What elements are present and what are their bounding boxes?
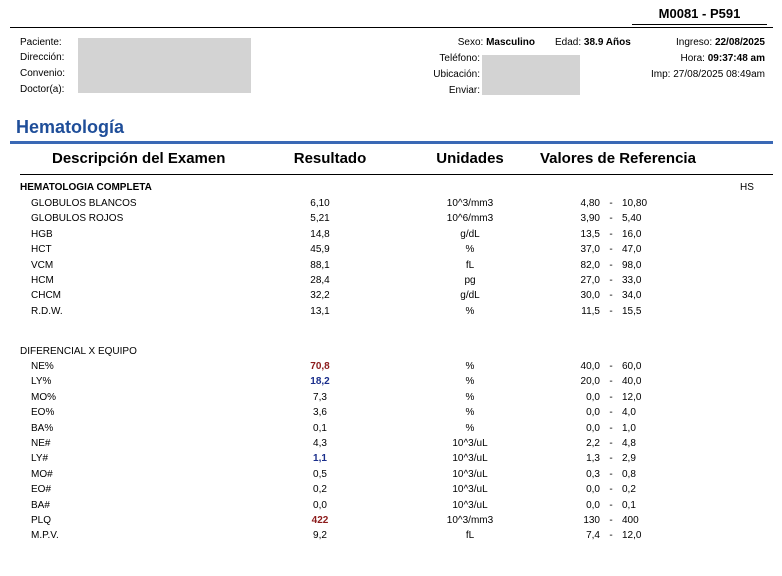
ref-separator: -	[609, 468, 613, 480]
hora-field	[640, 52, 765, 65]
ref-high: 4,0	[622, 407, 636, 419]
ref-high: 1,0	[622, 422, 636, 434]
ref-high: 0,2	[622, 484, 636, 496]
test-unit: g/dL	[460, 228, 480, 240]
test-result: 13,1	[310, 305, 330, 317]
ref-high: 60,0	[622, 361, 642, 372]
test-result: 3,6	[313, 407, 327, 419]
ref-low: 82,0	[580, 259, 600, 271]
ref-separator: -	[609, 290, 613, 302]
result-row	[0, 259, 782, 273]
test-unit: 10^3/uL	[452, 453, 488, 465]
test-unit: 10^3/uL	[452, 468, 488, 480]
test-unit: 10^3/uL	[452, 499, 488, 511]
ref-low: 130	[583, 515, 600, 526]
test-unit: 10^3/uL	[452, 438, 488, 449]
test-name: GLOBULOS ROJOS	[31, 213, 124, 225]
ref-low: 0,0	[586, 499, 600, 511]
test-name: MO%	[31, 391, 56, 403]
ref-low: 13,5	[580, 228, 600, 240]
column-referencia: Valores de Referencia	[540, 150, 696, 167]
result-row	[0, 274, 782, 288]
test-name: R.D.W.	[31, 305, 63, 317]
ref-low: 2,2	[586, 438, 600, 449]
redacted-patient-info	[78, 38, 251, 93]
ref-high: 400	[622, 515, 639, 526]
test-name: M.P.V.	[31, 530, 59, 542]
ref-high: 2,9	[622, 453, 636, 465]
ref-low: 4,80	[580, 198, 600, 209]
result-row	[0, 529, 782, 543]
result-row	[0, 468, 782, 482]
ref-high: 98,0	[622, 259, 642, 271]
test-result: 0,1	[313, 422, 327, 434]
sexo-field	[430, 36, 535, 49]
test-result: 28,4	[310, 275, 330, 286]
test-name: HGB	[31, 228, 53, 240]
ref-high: 5,40	[622, 213, 642, 225]
test-name: CHCM	[31, 290, 61, 302]
test-result: 5,21	[310, 213, 330, 225]
ref-separator: -	[609, 275, 613, 286]
ref-low: 11,5	[581, 305, 600, 317]
ubicacion-label: Ubicación:	[433, 69, 480, 80]
test-result: 32,2	[310, 290, 330, 302]
test-result: 0,0	[313, 499, 327, 511]
test-unit: g/dL	[460, 290, 480, 302]
ref-separator: -	[609, 530, 613, 542]
test-name: MO#	[31, 468, 53, 480]
result-row	[0, 197, 782, 211]
test-name: LY#	[31, 453, 49, 465]
test-name: GLOBULOS BLANCOS	[31, 198, 137, 209]
ref-separator: -	[609, 438, 613, 449]
result-row	[0, 228, 782, 242]
ref-high: 16,0	[622, 228, 642, 240]
test-result: 0,5	[313, 468, 327, 480]
column-unidades: Unidades	[436, 150, 504, 167]
result-row	[0, 483, 782, 497]
test-name: EO#	[31, 484, 52, 496]
ref-low: 1,3	[586, 453, 600, 465]
paciente-label: Paciente:	[20, 37, 62, 48]
result-row	[0, 243, 782, 257]
test-result: 88,1	[310, 259, 330, 271]
test-unit: 10^6/mm3	[446, 213, 494, 225]
result-row	[0, 305, 782, 319]
test-unit: %	[465, 407, 475, 419]
edad-field	[555, 36, 631, 49]
sexo-value: Masculino	[486, 37, 535, 48]
test-result: 9,2	[313, 530, 327, 542]
ingreso-value: 22/08/2025	[714, 37, 765, 48]
convenio-label: Convenio:	[20, 68, 66, 79]
test-result: 45,9	[310, 244, 330, 256]
test-unit: %	[465, 391, 475, 403]
ref-separator: -	[609, 361, 613, 372]
ref-separator: -	[609, 376, 613, 388]
ref-high: 0,1	[622, 499, 636, 511]
result-row	[0, 289, 782, 303]
result-row	[0, 514, 782, 528]
test-result: 18,2	[310, 376, 330, 388]
test-unit: 10^3/mm3	[446, 515, 494, 526]
test-unit: %	[465, 305, 475, 317]
ref-high: 12,0	[622, 530, 642, 542]
test-name: BA%	[31, 422, 54, 434]
test-result: 0,2	[313, 484, 327, 496]
test-unit: %	[465, 422, 475, 434]
test-unit: 10^3/mm3	[446, 198, 494, 209]
ref-high: 10,80	[622, 198, 648, 209]
result-row	[0, 422, 782, 436]
ref-separator: -	[609, 391, 613, 403]
ref-high: 12,0	[622, 391, 642, 403]
ref-separator: -	[609, 453, 613, 465]
test-result: 14,8	[310, 228, 330, 240]
ref-high: 40,0	[622, 376, 642, 388]
ref-high: 0,8	[622, 468, 636, 480]
result-row	[0, 499, 782, 513]
ref-separator: -	[609, 228, 613, 240]
ref-low: 0,0	[586, 407, 600, 419]
group-hematologia-completa: HEMATOLOGIA COMPLETA	[20, 182, 152, 193]
section-divider	[10, 141, 773, 144]
test-unit: %	[465, 244, 475, 256]
test-unit: fL	[465, 530, 475, 542]
ingreso-field	[640, 36, 765, 49]
hora-value: 09:37:48 am	[707, 53, 765, 64]
hora-label: Hora:	[680, 53, 705, 64]
enviar-label: Enviar:	[448, 85, 480, 96]
ref-separator: -	[609, 407, 613, 419]
ref-separator: -	[609, 198, 613, 209]
ref-separator: -	[609, 305, 613, 317]
result-row	[0, 212, 782, 226]
test-name: EO%	[31, 407, 55, 419]
ref-high: 4,8	[622, 438, 636, 449]
column-descripcion: Descripción del Examen	[52, 150, 226, 167]
ref-separator: -	[609, 244, 613, 256]
test-unit: %	[465, 361, 475, 372]
ref-low: 0,0	[586, 422, 600, 434]
ref-low: 27,0	[580, 275, 600, 286]
test-name: LY%	[31, 376, 52, 388]
test-result: 6,10	[310, 198, 330, 209]
group-tag: HS	[740, 182, 754, 193]
result-row	[0, 406, 782, 420]
test-unit: fL	[465, 259, 475, 271]
test-result: 7,3	[313, 391, 327, 403]
ref-separator: -	[609, 515, 613, 526]
imp-text: Imp: 27/08/2025 08:49am	[651, 69, 765, 80]
telefono-label: Teléfono:	[439, 53, 480, 64]
order-code: M0081 - P591	[632, 6, 767, 25]
test-name: NE%	[31, 361, 54, 372]
ref-low: 30,0	[580, 290, 600, 302]
test-result: 1,1	[313, 453, 327, 465]
test-unit: pg	[464, 275, 476, 286]
test-name: HCT	[31, 244, 52, 256]
test-name: VCM	[31, 259, 54, 271]
ref-low: 40,0	[580, 361, 600, 372]
ref-low: 0,3	[586, 468, 600, 480]
redacted-contact-info	[482, 55, 580, 95]
group-diferencial: DIFERENCIAL X EQUIPO	[20, 346, 137, 357]
ref-high: 34,0	[622, 290, 642, 302]
ref-separator: -	[609, 484, 613, 496]
result-row	[0, 437, 782, 451]
result-row	[0, 452, 782, 466]
ref-low: 0,0	[586, 484, 600, 496]
result-row	[0, 375, 782, 389]
section-title: Hematología	[16, 117, 125, 137]
ref-separator: -	[609, 213, 613, 225]
column-resultado: Resultado	[293, 150, 367, 167]
test-unit: 10^3/uL	[452, 484, 488, 496]
ref-low: 0,0	[586, 391, 600, 403]
ref-high: 33,0	[622, 275, 642, 286]
edad-label: Edad:	[555, 37, 582, 48]
ref-high: 47,0	[622, 244, 642, 256]
direccion-label: Dirección:	[20, 52, 65, 63]
ingreso-label: Ingreso:	[676, 37, 713, 48]
test-result: 4,3	[313, 438, 327, 449]
ref-low: 7,4	[586, 530, 600, 542]
result-row	[0, 391, 782, 405]
ref-low: 20,0	[580, 376, 600, 388]
ref-separator: -	[609, 499, 613, 511]
column-divider	[20, 174, 773, 175]
ref-low: 37,0	[580, 244, 600, 256]
edad-value: 38.9 Años	[583, 37, 631, 48]
test-name: PLQ	[31, 515, 52, 526]
test-name: BA#	[31, 499, 50, 511]
ref-low: 3,90	[580, 213, 600, 225]
ref-high: 15,5	[622, 305, 642, 317]
doctor-label: Doctor(a):	[20, 84, 65, 95]
ref-separator: -	[609, 259, 613, 271]
sexo-label: Sexo:	[457, 37, 484, 48]
header-divider	[10, 27, 773, 28]
test-result: 70,8	[310, 361, 330, 372]
result-row	[0, 360, 782, 374]
test-name: HCM	[31, 275, 54, 286]
test-name: NE#	[31, 438, 51, 449]
test-result: 422	[311, 515, 329, 526]
ref-separator: -	[609, 422, 613, 434]
test-unit: %	[465, 376, 475, 388]
